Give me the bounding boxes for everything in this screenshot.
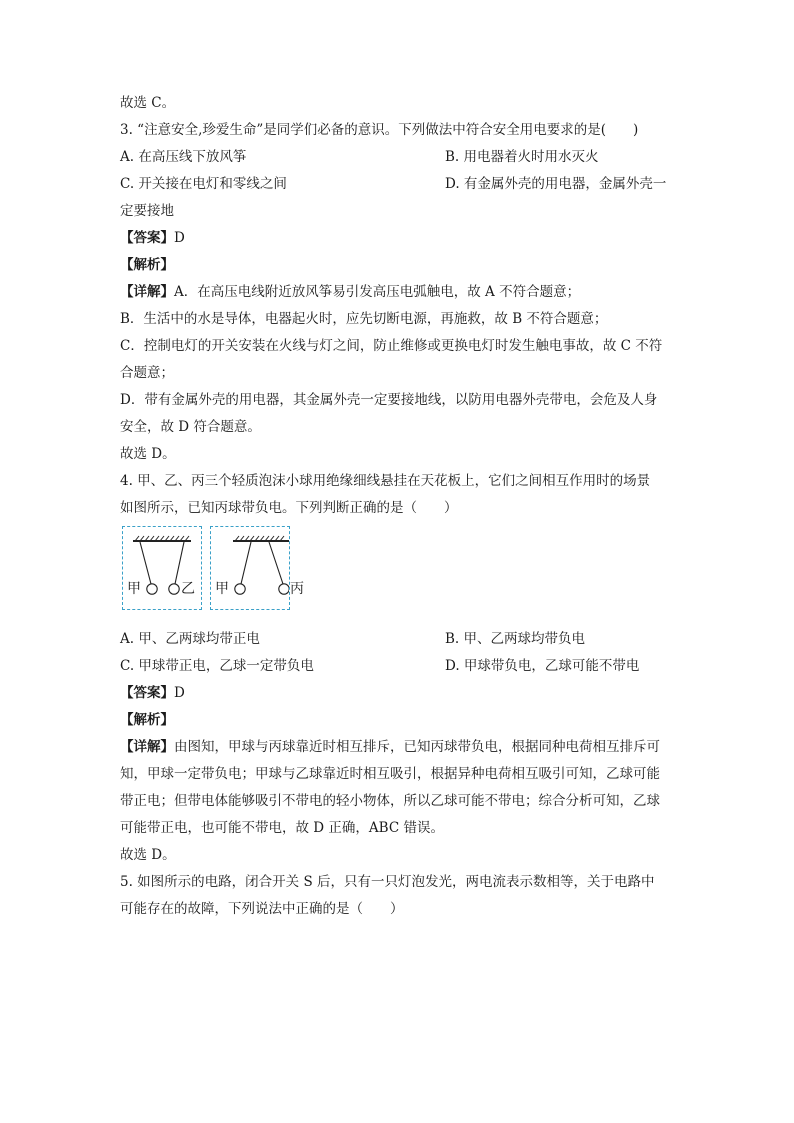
detail-tag: 【详解】: [120, 284, 174, 300]
detail-line: [120, 279, 680, 306]
question-5-stem: 5. 如图所示的电路，闭合开关 S 后，只有一只灯泡发光，两电流表示数相等，关于电路中: [120, 874, 655, 890]
answer-value: D: [174, 230, 185, 246]
analysis-tag: 【解析】: [120, 257, 174, 273]
analysis-tag: 【解析】: [120, 712, 174, 728]
option-d: D. 有金属外壳的用电器，金属外壳一: [445, 176, 667, 192]
option-d-continued: 定要接地: [120, 203, 174, 219]
detail-tag: 【详解】: [120, 739, 174, 755]
answer-tag: 【答案】: [120, 685, 174, 701]
option-c: C. 开关接在电灯和零线之间: [120, 176, 287, 192]
ball-label-bing: 丙: [290, 581, 304, 597]
question-3-options-row-2: [120, 171, 680, 198]
answer-line: [120, 225, 680, 252]
question-5-stem: 可能存在的故障，下列说法中正确的是（ ）: [120, 901, 404, 917]
question-4-stem: 4. 甲、乙、丙三个轻质泡沫小球用绝缘细线悬挂在天花板上，它们之间相互作用时的场景: [120, 473, 651, 489]
detail-line: 知，甲球一定带负电；甲球与乙球靠近时相互吸引，根据异种电荷相互吸引可知，乙球可能: [120, 766, 660, 782]
option-a: A. 在高压线下放风筝: [120, 149, 247, 165]
detail-line: 安全，故 D 符合题意。: [120, 419, 261, 435]
detail-line: D．带有金属外壳的用电器，其金属外壳一定要接地线，以防用电器外壳带电，会危及人身: [120, 392, 658, 408]
text-line: 故选 C。: [120, 95, 176, 111]
option-c: C. 甲球带正电，乙球一定带负电: [120, 658, 314, 674]
detail-text: 由图知，甲球与丙球靠近时相互排斥，已知丙球带负电，根据同种电荷相互排斥可: [174, 739, 660, 755]
question-4-options-row-1: [120, 626, 680, 653]
question-3-stem: 3. “注意安全,珍爱生命”是同学们必备的意识。下列做法中符合安全用电要求的是( ): [120, 122, 639, 138]
detail-line: 合题意；: [120, 365, 174, 381]
question-4-stem: 如图所示，已知丙球带负电。下列判断正确的是（ ）: [120, 500, 458, 516]
question-3-options-row-1: [120, 144, 680, 171]
detail-line: C．控制电灯的开关安装在火线与灯之间，防止维修或更换电灯时发生触电事故，故 C 不符: [120, 338, 663, 354]
detail-line: 可能带正电，也可能不带电，故 D 正确，ABC 错误。: [120, 820, 444, 836]
document-page: [120, 90, 680, 923]
detail-line: [120, 734, 680, 761]
answer-value: D: [174, 685, 185, 701]
option-b: B. 用电器着火时用水灭火: [445, 149, 599, 165]
pith-ball-figures: [120, 526, 680, 624]
final-choice: 故选 D。: [120, 446, 176, 462]
option-d: D. 甲球带负电，乙球可能不带电: [445, 658, 640, 674]
answer-tag: 【答案】: [120, 230, 174, 246]
detail-text: A．在高压电线附近放风筝易引发高压电弧触电，故 A 不符合题意；: [174, 284, 581, 300]
question-4-options-row-2: [120, 653, 680, 680]
ball-label-jia: 甲: [127, 581, 141, 597]
final-choice: 故选 D。: [120, 847, 176, 863]
answer-line: [120, 680, 680, 707]
detail-line: 带正电；但带电体能够吸引不带电的轻小物体，所以乙球可能不带电；综合分析可知，乙球: [120, 793, 660, 809]
option-a: A. 甲、乙两球均带正电: [120, 631, 260, 647]
ball-label-jia: 甲: [215, 581, 229, 597]
option-b: B. 甲、乙两球均带负电: [445, 631, 586, 647]
ball-label-yi: 乙: [181, 581, 195, 597]
detail-line: B．生活中的水是导体，电器起火时，应先切断电源，再施救，故 B 不符合题意；: [120, 311, 608, 327]
figure-jia-bing: [210, 526, 304, 610]
figure-jia-yi: [122, 526, 202, 610]
